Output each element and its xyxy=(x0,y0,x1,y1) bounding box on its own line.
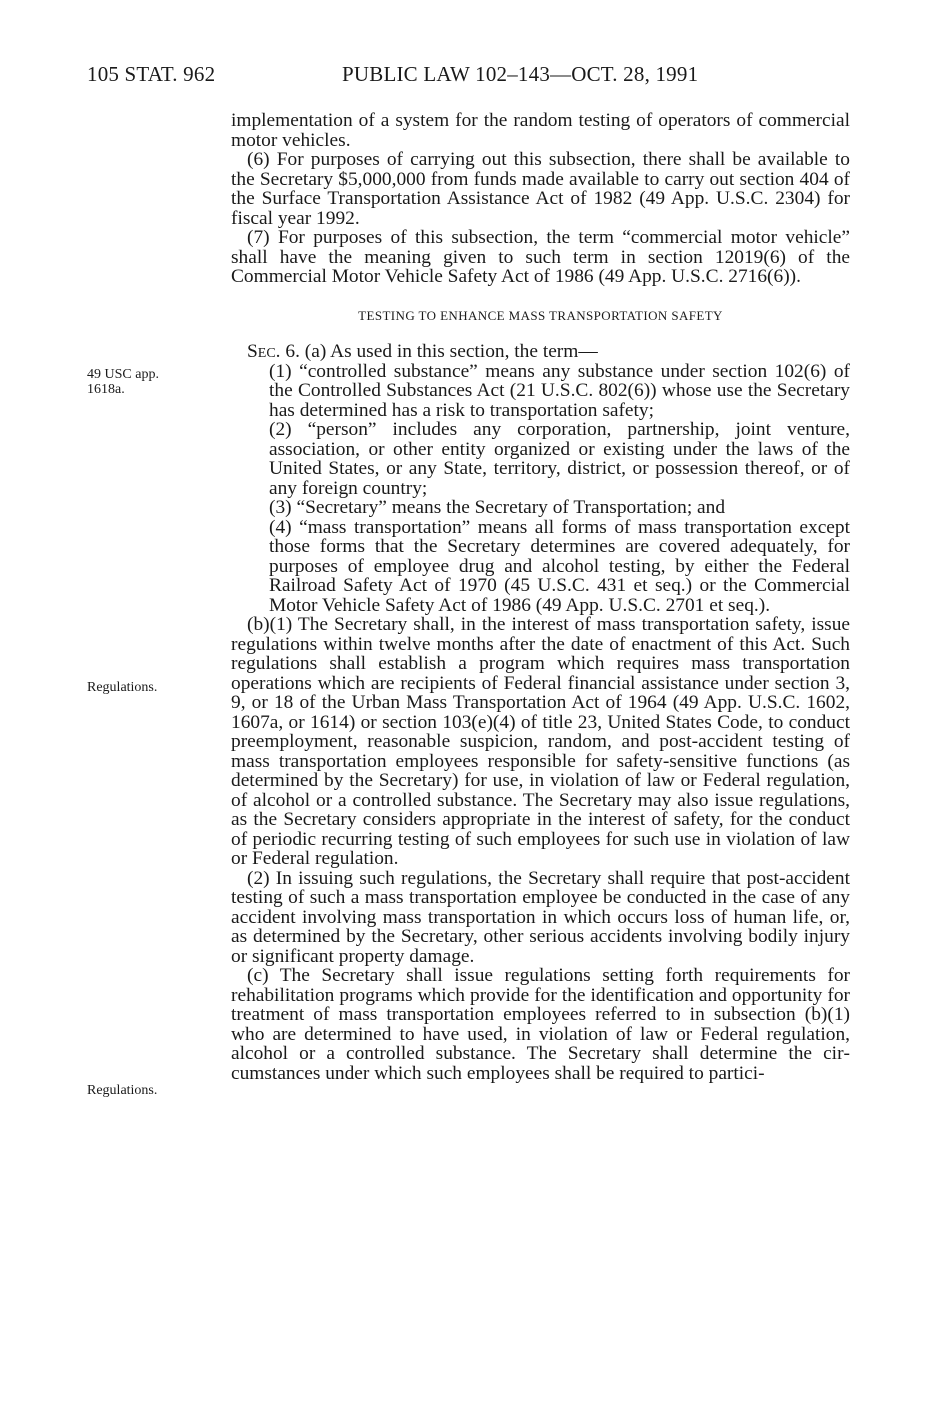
paragraph-b2: (2) In issuing such regulations, the Secretary shall require that post-accident testing of such a mass transportation employee be conducted in the case of any accident involving mass transportation in which occurs loss of human life, or, as determined by the Secretary, other serious accidents involving bodily injury or significant property damage. xyxy=(231,867,850,967)
paragraph-6: (6) For purposes of carrying out this subsection, there shall be available to the Secretary $5,000,000 from funds made available to carry out section 404 of the Surface Transportation Assistance Act of 1982 (49 App. U.S.C. 2304) for fiscal year 1992. xyxy=(231,149,850,229)
stat-page-reference: 105 STAT. 962 xyxy=(87,62,216,86)
paragraph-7: (7) For purposes of this subsection, the term “commercial motor vehicle” shall have the meaning given to such term in section 12019(6) of the Commercial Motor Vehicle Safety Act of 1986 (49 App. U.S.C. 2716(6)). xyxy=(231,227,850,287)
margin-note-usc-citation: 49 USC app. 1618a. xyxy=(87,367,159,397)
definition-secretary: (3) “Secretary” means the Secretary of Transportation; and xyxy=(269,497,726,518)
paragraph-b1: (b)(1) The Secretary shall, in the interest of mass transportation safety, issue regulations within twelve months after the date of enactment of this Act. Such regulations shall establish a program which requires mass transportation operations which are recipients of Federal financial assistance under section 3, 9, or 18 of the Urban Mass Transportation Act of 1964 (49 App. U.S.C. 1602, 1607a, or 1614) or section 103(e)(4) of title 23, United States Code, to conduct preemployment, reasonable suspicion, random, and post-accident testing of mass transportation employees responsible for safety-sensitive functions (as determined by the Secretary) for use, in violation of law or Federal regulation, of alcohol or a controlled substance. The Secretary may also issue regulations, as the Secretary considers appropriate in the interest of safety, for the conduct of periodic recurring testing of such employees for such use in violation of law or Federal regulation. xyxy=(231,614,850,869)
main-text-column xyxy=(231,111,850,1083)
definition-controlled-substance: (1) “controlled substance” means any substance under section 102(6) of the Controlled Substances Act (21 U.S.C. 802(6)) whose use the Secretary has determined has a risk to transportation safety; xyxy=(269,360,850,421)
paragraph-c: (c) The Secretary shall issue regulations setting forth requirements for rehabilitation programs which provide for the identification and opportunity for treatment of mass transportation employees referred to in subsection (b)(1) who are determined to have used, in violation of law or Federal regulation, alcohol or a controlled substance. The Secretary shall determine the circumstances under which such employees shall be required to partici- xyxy=(231,965,850,1084)
definition-mass-transportation: (4) “mass transportation” means all forms of mass transportation except those forms that the Secretary determines are covered adequately, for purposes of employee drug and alcohol testing, by either the Federal Railroad Safety Act of 1970 (45 U.S.C. 431 et seq.) or the Commercial Motor Vehicle Safety Act of 1986 (49 App. U.S.C. 2701 et seq.). xyxy=(269,516,850,616)
law-title-header: PUBLIC LAW 102–143—OCT. 28, 1991 xyxy=(342,62,699,86)
section-label: Sec. 6. xyxy=(247,341,300,362)
section-heading: TESTING TO ENHANCE MASS TRANSPORTATION SAFETY xyxy=(358,307,723,323)
margin-note-regulations-c: Regulations. xyxy=(87,1083,158,1098)
paragraph-continued: implementation of a system for the random testing of operators of commercial motor vehicles. xyxy=(231,110,850,151)
definition-person: (2) “person” includes any corporation, partnership, joint venture, association, or other entity organized or existing under the laws of the United States, or any State, territory, district, or possession thereof, or of any foreign country; xyxy=(269,419,850,499)
section-6a xyxy=(231,342,850,362)
section-6a-text: (a) As used in this section, the term— xyxy=(304,341,598,362)
margin-note-regulations-b: Regulations. xyxy=(87,680,158,695)
